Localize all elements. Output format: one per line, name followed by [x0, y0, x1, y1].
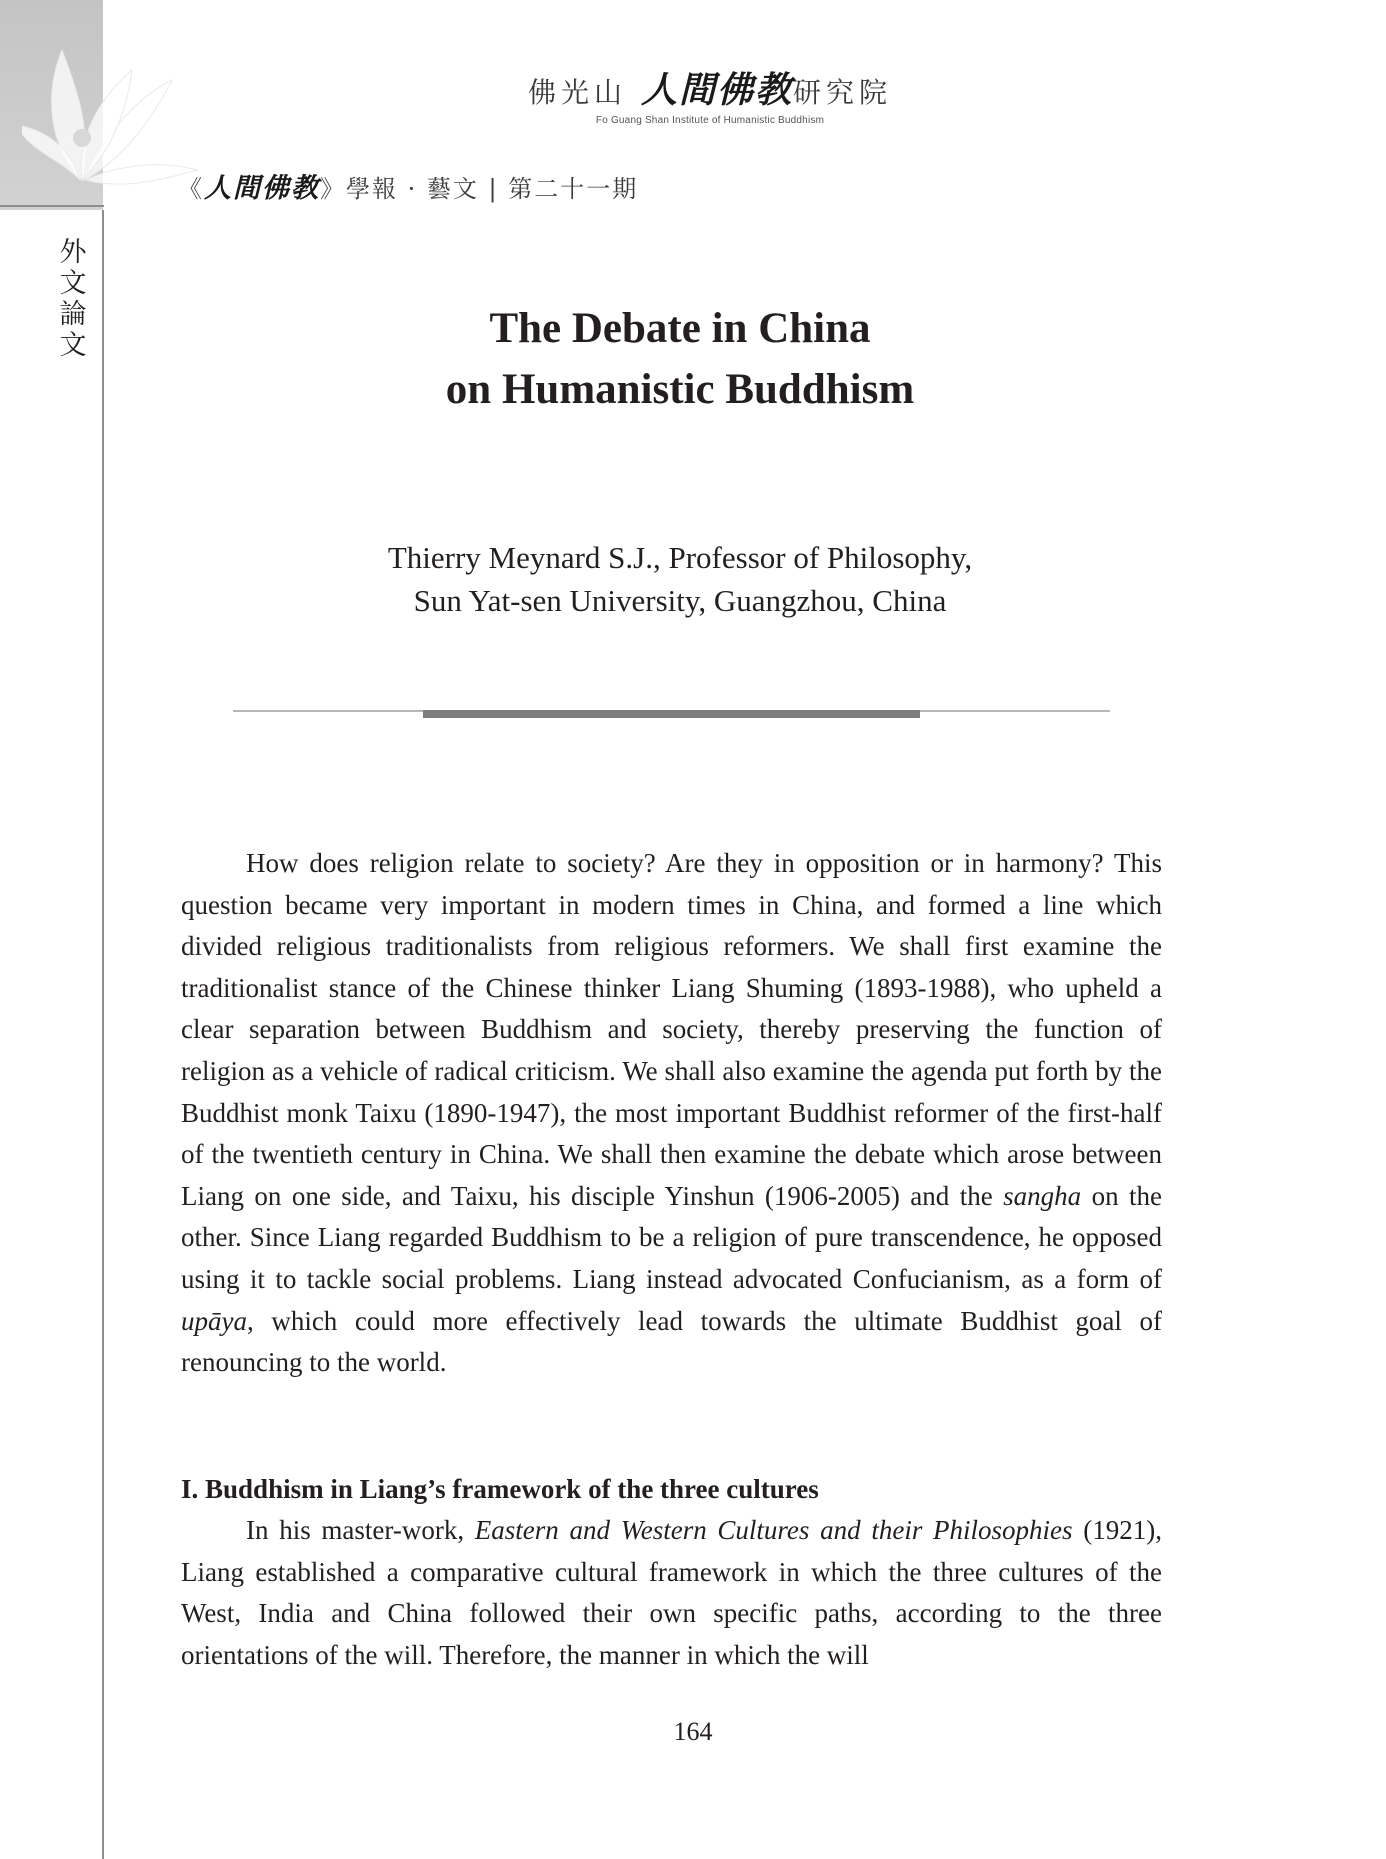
- section-heading: I. Buddhism in Liang’s framework of the three cultures: [181, 1474, 819, 1504]
- author-line: Thierry Meynard S.J., Professor of Philosophy,: [387, 540, 973, 575]
- title-divider-accent: [423, 710, 920, 718]
- article-title: [300, 298, 1060, 420]
- side-rule-cap: [0, 205, 104, 207]
- author-affiliation: [300, 536, 1060, 622]
- section-paragraph: In his master-work, Eastern and Western Cultures and their Philosophies (1921), Liang established a comparative cultural framework in which the three cultures of the West, India and China followed their own specific paths, according to the three orientations of the will. Therefore, the manner in which the will: [181, 1515, 1162, 1670]
- author-line: Sun Yat-sen University, Guangzhou, China: [413, 583, 947, 618]
- institute-header: [470, 62, 950, 126]
- section-side-label: 外 文 論 文: [59, 237, 87, 361]
- journal-running-header: 《人間佛教》學報 · 藝文 | 第二十一期: [178, 173, 639, 204]
- institute-english-name: Fo Guang Shan Institute of Humanistic Buddhism: [595, 115, 825, 126]
- page-number: 164: [673, 1717, 713, 1746]
- title-line: The Debate in China: [489, 305, 871, 352]
- intro-paragraph: How does religion relate to society? Are they in opposition or in harmony? This question became very important in modern times in China, and formed a line which divided religious traditionalists from religious reformers. We shall first examine the traditionalist stance of the Chinese thinker Liang Shuming (1893-1988), who upheld a clear separation between Buddhism and society, thereby preserving the function of religion as a vehicle of radical criticism. We shall also examine the agenda put forth by the Buddhist monk Taixu (1890-1947), the most important Buddhist reformer of the first-half of the twentieth century in China. We shall then examine the debate which arose between Liang on one side, and Taixu, his disciple Yinshun (1906-2005) and the sangha on the other. Since Liang regarded Buddhism to be a religion of pure transcendence, he opposed using it to tackle social problems. Liang instead advocated Confucianism, as a form of upāya, which could more effectively lead towards the ultimate Buddhist goal of renouncing to the world.: [181, 848, 1162, 1378]
- title-line: on Humanistic Buddhism: [445, 366, 915, 413]
- margin-rule: [102, 210, 104, 1859]
- institute-name: 佛光山 人間佛教研究院: [528, 69, 892, 111]
